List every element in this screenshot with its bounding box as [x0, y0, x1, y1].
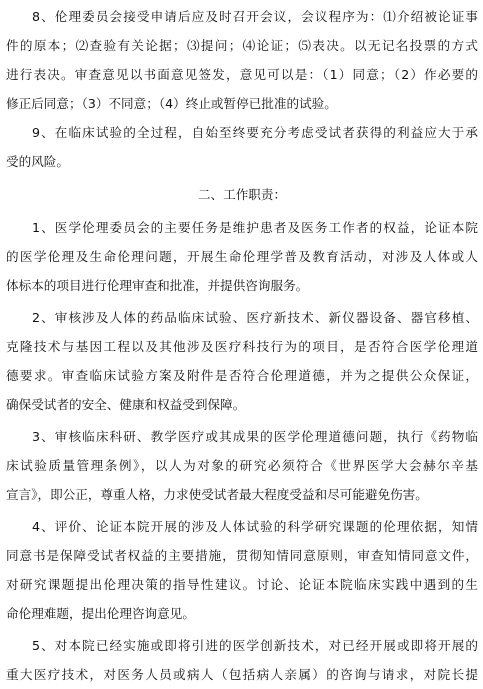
paragraph-9 — [6, 118, 478, 176]
document-page — [6, 2, 478, 689]
duty-1 — [6, 213, 478, 300]
paragraph-line: 克隆技术与基因工程以及其他涉及医疗科技行为的项目，是否符合医学伦理道 — [6, 339, 478, 354]
paragraph-line: 命伦理难题，提出伦理咨询意见。 — [6, 606, 195, 621]
duty-2 — [6, 303, 478, 419]
duty-4 — [6, 512, 478, 628]
section-heading: 二、工作职责： — [197, 187, 287, 202]
paragraph-line: 宣言》，即公正，尊重人格，力求使受试者最大程度受益和尽可能避免伤害。 — [6, 487, 428, 502]
paragraph-8 — [6, 2, 478, 118]
paragraph-line: 修正后同意；（3）不同意；（4）终止或暂停已批准的试验。 — [6, 96, 337, 111]
paragraph-line: 进行表决。审查意见以书面意见签发，意见可以是：（1）同意；（2）作必要的 — [6, 67, 478, 82]
paragraph-line: 5、对本院已经实施或即将引进的医学创新技术，对已经开展或即将开展的 — [32, 638, 478, 653]
paragraph-line: 件的原本；⑵查验有关论据；⑶提问；⑷论证；⑸表决。以无记名投票的方式 — [6, 38, 478, 53]
duty-5 — [6, 631, 478, 689]
paragraph-line: 的医学伦理及生命伦理问题，开展生命伦理学普及教育活动，对涉及人体或人 — [6, 249, 478, 264]
paragraph-line: 重大医疗技术，对医务人员或病人（包括病人亲属）的咨询与请求，对院长提 — [6, 667, 478, 682]
duty-3 — [6, 422, 478, 509]
paragraph-line: 同意书是保障受试者权益的主要措施，贯彻知情同意原则，审查知情同意文件， — [6, 548, 478, 563]
paragraph-line: 床试验质量管理条例》，以人为对象的研究必须符合《世界医学大会赫尔辛基 — [6, 458, 478, 473]
paragraph-line: 受的风险。 — [6, 154, 69, 169]
paragraph-line: 4、评价、论证本院开展的涉及人体试验的科学研究课题的伦理依据，知情 — [32, 519, 478, 534]
paragraph-line: 确保受试者的安全、健康和权益受到保障。 — [6, 397, 246, 412]
paragraph-line: 德要求。审查临床试验方案及附件是否符合伦理道德，并为之提供公众保证， — [6, 368, 478, 383]
paragraph-line: 3、审核临床科研、教学医疗或其成果的医学伦理道德问题，执行《药物临 — [32, 429, 478, 444]
paragraph-line: 体标本的项目进行伦理审查和批准，并提供咨询服务。 — [6, 278, 309, 293]
paragraph-line: 8、伦理委员会接受申请后应及时召开会议，会议程序为：⑴介绍被论证事 — [32, 9, 478, 24]
paragraph-line: 对研究课题提出伦理决策的指导性建议。讨论、论证本院临床实践中遇到的生 — [6, 577, 478, 592]
paragraph-line: 9、在临床试验的全过程，自始至终要充分考虑受试者获得的利益应大于承 — [32, 125, 478, 140]
paragraph-line: 1、医学伦理委员会的主要任务是维护患者及医务工作者的权益，论证本院 — [32, 220, 478, 235]
paragraph-line: 2、审核涉及人体的药品临床试验、医疗新技术、新仪器设备、器官移植、 — [32, 310, 478, 325]
